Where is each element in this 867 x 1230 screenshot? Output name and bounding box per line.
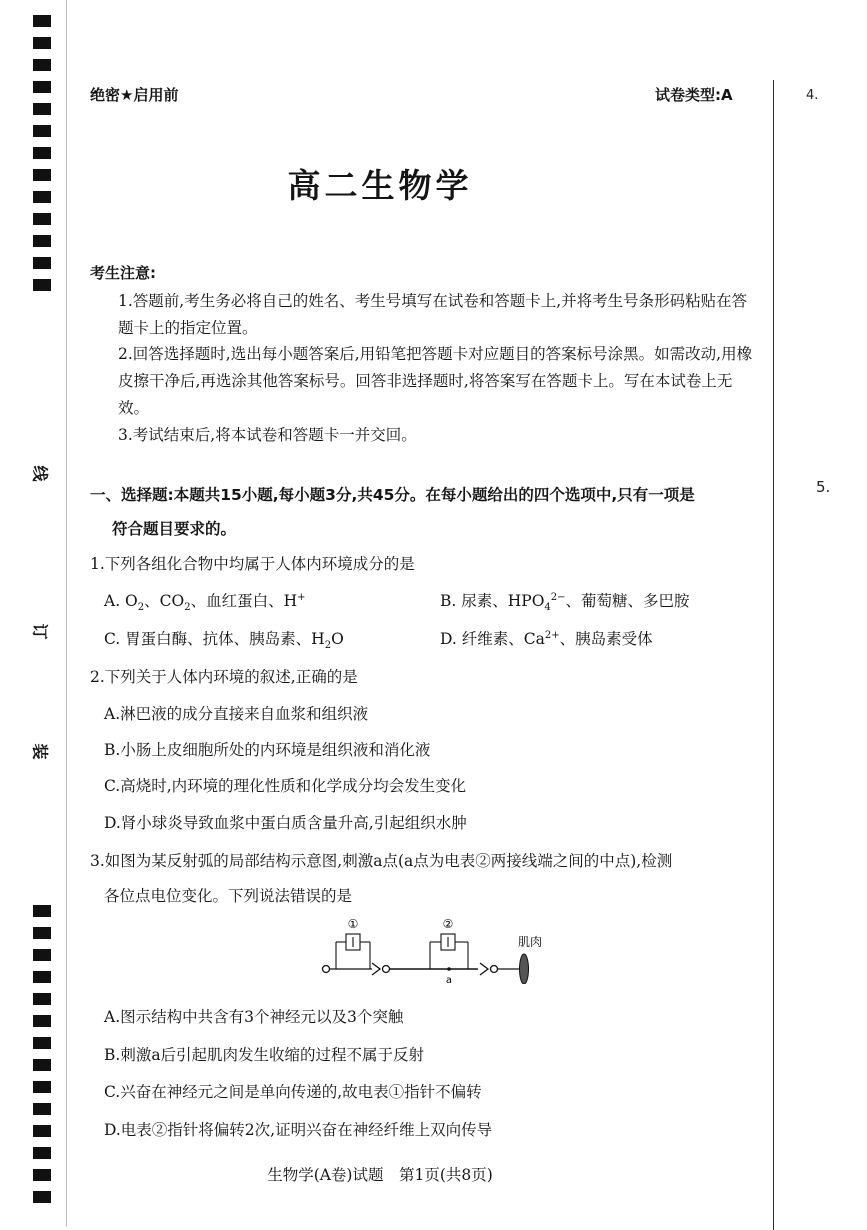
question-2-option-a: A.淋巴液的成分直接来自血浆和组织液 (104, 705, 369, 723)
neuron-cell-body-left (323, 966, 330, 973)
question-3-option-d: D.电表②指针将偏转2次,证明兴奋在神经纤维上双向传导 (104, 1121, 493, 1139)
neuron-cell-body-middle (383, 966, 390, 973)
question-3-option-c: C.兴奋在神经元之间是单向传递的,故电表①指针不偏转 (104, 1083, 482, 1101)
stimulus-point-label: a (445, 975, 453, 984)
muscle-label: 肌肉 (518, 935, 543, 949)
page-footer: 生物学(A卷)试题 第1页(共8页) (267, 1166, 493, 1184)
stimulus-point-a (447, 967, 451, 971)
confidential-label: 绝密★启用前 (90, 86, 179, 104)
question-1-option-b: B. 尿素、$HPO_4^{2-}$、葡萄糖、多巴胺 (440, 591, 690, 614)
neuron-cell-body-right (491, 966, 498, 973)
question-3-stem-line2: 各位点电位变化。下列说法错误的是 (104, 887, 353, 905)
question-2-option-d: D.肾小球炎导致血浆中蛋白质含量升高,引起组织水肿 (104, 814, 467, 832)
question-1-option-d: D. 纤维素、$Ca^{2+}$、胰岛素受体 (440, 629, 653, 648)
question-3-stem-line1: 3.如图为某反射弧的局部结构示意图,刺激a点(a点为电表②两接线端之间的中点),检测 (90, 852, 673, 870)
section-heading-line1: 一、选择题:本题共15小题,每小题3分,共45分。在每小题给出的四个选项中,只有一项是 (90, 486, 695, 504)
notice-item-3: 3.考试结束后,将本试卷和答题卡一并交回。 (118, 426, 417, 444)
section-heading (90, 478, 760, 546)
paper-type-label: 试卷类型:A (655, 86, 733, 104)
question-2-option-c: C.高烧时,内环境的理化性质和化学成分均会发生变化 (104, 777, 467, 795)
question-1-option-c: C. 胃蛋白酶、抗体、胰岛素、$H_2O$ (104, 630, 344, 652)
notice-item-1: 1.答题前,考生务必将自己的姓名、考生号填写在试卷和答题卡上,并将考生号条形码粘贴在答题卡上的指定位置。 (118, 292, 748, 337)
meter-2-label: ② (442, 917, 454, 931)
synapse-2 (480, 963, 488, 975)
column-separator (773, 80, 774, 1230)
reflex-arc-figure (300, 912, 560, 984)
question-2-option-b: B.小肠上皮细胞所处的内环境是组织液和消化液 (104, 741, 431, 759)
next-column-q5: 5. (816, 478, 831, 496)
binding-label-bind: 装 (30, 743, 50, 760)
next-column-q4: 4. (806, 88, 819, 103)
question-2-stem: 2.下列关于人体内环境的叙述,正确的是 (90, 668, 358, 686)
section-heading-line2: 符合题目要求的。 (112, 520, 237, 538)
question-3-stem (90, 848, 760, 909)
notice-item-2: 2.回答选择题时,选出每小题答案后,用铅笔把答题卡对应题目的答案标号涂黑。如需改动,用橡皮擦干净后,再选涂其他答案标号。回答非选择题时,将答案写在答题卡上。写在本试卷上无效。 (118, 345, 753, 417)
binding-label-line: 线 (30, 465, 50, 482)
synapse-1 (372, 963, 380, 975)
muscle-shape (520, 954, 529, 984)
question-3-option-b: B.刺激a后引起肌肉发生收缩的过程不属于反射 (104, 1046, 425, 1064)
notice-title: 考生注意: (90, 264, 156, 282)
question-1-stem: 1.下列各组化合物中均属于人体内环境成分的是 (90, 555, 415, 573)
binding-label-order: 订 (30, 623, 50, 640)
page-title: 高二生物学 (287, 166, 473, 205)
question-3-option-a: A.图示结构中共含有3个神经元以及3个突触 (104, 1008, 404, 1026)
question-1-option-a: A. $O_2$、$CO_2$、血红蛋白、H+ (104, 591, 306, 614)
meter-1-label: ① (347, 917, 359, 931)
